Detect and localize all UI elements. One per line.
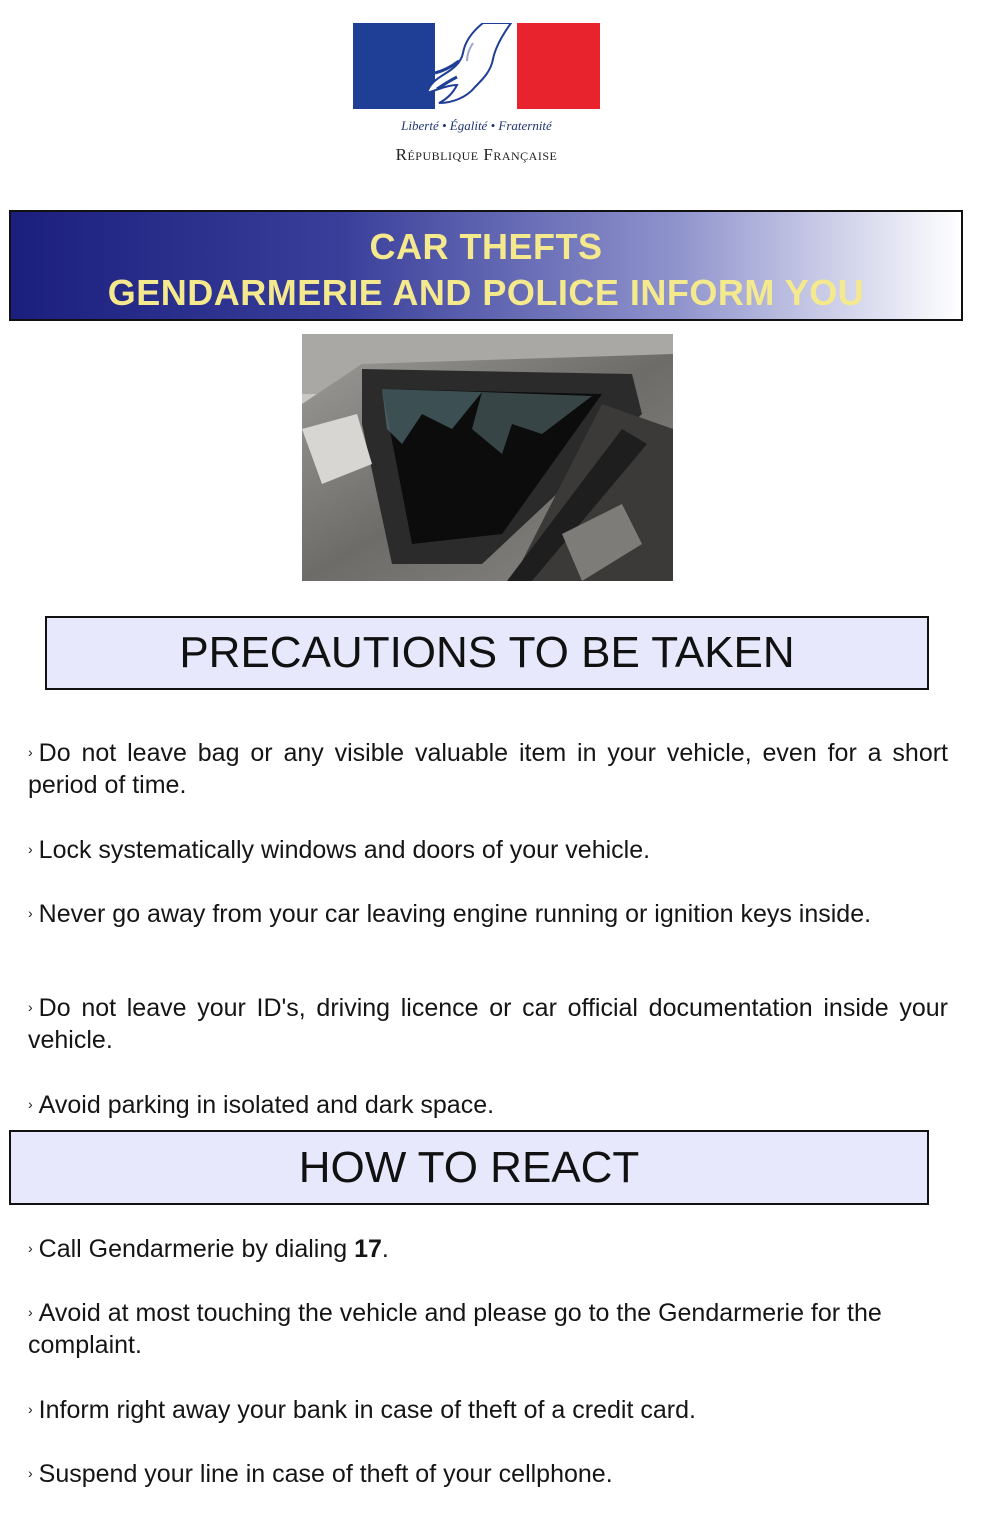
tricolor-flag <box>353 23 600 109</box>
react-text: Suspend your line in case of theft of your cellphone. <box>38 1460 613 1488</box>
bullet-icon: › <box>28 744 33 760</box>
react-item <box>28 1457 948 1490</box>
republique-francaise-logo <box>353 23 600 173</box>
broken-car-window-image <box>302 334 673 581</box>
bullet-icon: › <box>28 1240 33 1256</box>
title-line-2: GENDARMERIE AND POLICE INFORM YOU <box>107 272 865 313</box>
react-item <box>28 1393 948 1426</box>
react-text-suffix: . <box>381 1235 389 1263</box>
bullet-icon: › <box>28 1465 33 1481</box>
bullet-icon: › <box>28 999 33 1015</box>
precaution-text: Avoid parking in isolated and dark space. <box>38 1091 495 1119</box>
how-to-react-heading: HOW TO REACT <box>9 1130 929 1205</box>
marianne-icon <box>413 23 533 109</box>
precaution-text: Never go away from your car leaving engine running or ignition keys inside. <box>38 900 872 928</box>
bullet-icon: › <box>28 1401 33 1417</box>
emergency-number: 17 <box>354 1235 382 1263</box>
react-text: Inform right away your bank in case of theft of a credit card. <box>38 1396 696 1424</box>
precaution-text: Do not leave bag or any visible valuable item in your vehicle, even for a short period of time. <box>28 739 948 799</box>
motto-text: Liberté • Égalité • Fraternité <box>401 118 552 133</box>
react-text: Avoid at most touching the vehicle and please go to the Gendarmerie for the complaint. <box>28 1299 882 1359</box>
bullet-icon: › <box>28 905 33 921</box>
title-line-1: CAR THEFTS <box>369 226 603 267</box>
precaution-text: Lock systematically windows and doors of your vehicle. <box>38 836 651 864</box>
react-item <box>28 1232 948 1265</box>
precaution-item <box>28 991 948 1056</box>
precautions-heading: PRECAUTIONS TO BE TAKEN <box>45 616 929 690</box>
precaution-text: Do not leave your ID's, driving licence or car official documentation inside your vehicle. <box>28 994 948 1054</box>
bullet-icon: › <box>28 841 33 857</box>
precaution-item <box>28 897 948 930</box>
bullet-icon: › <box>28 1096 33 1112</box>
title-banner <box>9 210 963 321</box>
republic-name: République Française <box>395 145 558 164</box>
bullet-icon: › <box>28 1304 33 1320</box>
precaution-item <box>28 736 948 801</box>
react-text: Call Gendarmerie by dialing <box>38 1235 355 1263</box>
precaution-item <box>28 833 948 866</box>
precaution-item <box>28 1088 948 1121</box>
react-item <box>28 1296 948 1361</box>
